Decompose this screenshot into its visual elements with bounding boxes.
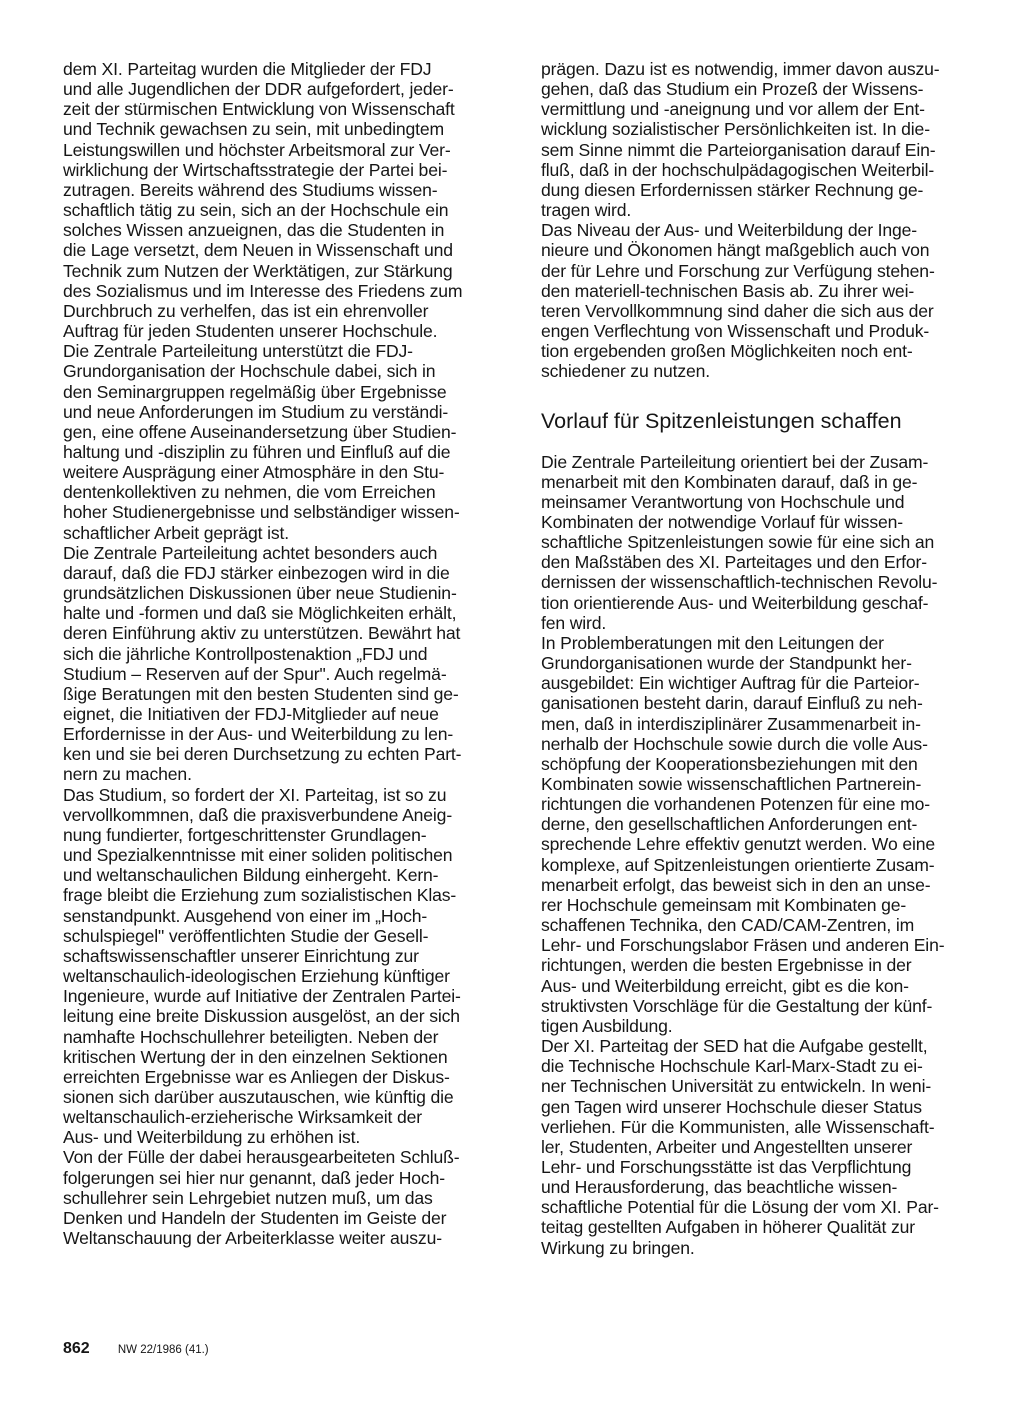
text-line: kritischen Wertung der in den einzelnen Sektionen <box>63 1046 448 1067</box>
text-line: engen Verflechtung von Wissenschaft und Produk- <box>541 321 930 342</box>
text-line: Das Niveau der Aus- und Weiterbildung der Inge- <box>541 220 917 241</box>
text-line: namhafte Hochschullehrer beteiligten. Neben der <box>63 1026 439 1047</box>
text-line: sem Sinne nimmt die Parteiorganisation darauf Ein- <box>541 139 936 160</box>
text-line: wirklichung der Wirtschaftsstrategie der Partei bei- <box>63 159 448 180</box>
text-line: leitung eine breite Diskussion ausgelöst, an der sich <box>63 1006 460 1027</box>
text-line: Aus- und Weiterbildung erreicht, gibt es die kon- <box>541 975 909 996</box>
text-line: Lehr- und Forschungslabor Fräsen und anderen Ein- <box>541 935 945 956</box>
text-line: frage bleibt die Erziehung zum sozialistischen Klas- <box>63 885 457 906</box>
text-line: Technik zum Nutzen der Werktätigen, zur Stärkung <box>63 260 453 281</box>
text-line: ler, Studenten, Arbeiter und Angestellten unserer <box>541 1136 913 1157</box>
text-line: Die Zentrale Parteileitung unterstützt die FDJ- <box>63 341 413 362</box>
text-line: gehen, daß das Studium ein Prozeß der Wissens- <box>541 79 924 100</box>
text-line: Das Studium, so fordert der XI. Parteitag, ist so zu <box>63 784 447 805</box>
text-line: und Technik gewachsen zu sein, mit unbedingtem <box>63 119 445 140</box>
text-line: Erfordernisse in der Aus- und Weiterbildung zu len- <box>63 724 454 745</box>
text-line: menarbeit erfolgt, das beweist sich in den an unse- <box>541 874 931 895</box>
text-line: nieure und Ökonomen hängt maßgeblich auch von <box>541 240 930 261</box>
text-line: erreichten Ergebnisse war es Anliegen der Diskus- <box>63 1066 450 1087</box>
text-line: sprechende Lehre effektiv genutzt werden. Wo eine <box>541 834 935 855</box>
text-line: schullehrer sein Lehrgebiet nutzen muß, um das <box>63 1187 433 1208</box>
text-line: schaftliche Potential für die Lösung der vom XI. Par- <box>541 1197 939 1218</box>
text-line: Der XI. Parteitag der SED hat die Aufgabe gestellt, <box>541 1036 928 1057</box>
text-line: schaffenen Technika, den CAD/CAM-Zentren, im <box>541 915 915 936</box>
text-line: Von der Fülle der dabei herausgearbeiteten Schluß- <box>63 1147 460 1168</box>
text-line: darauf, daß die FDJ stärker einbezogen wird in die <box>63 562 450 583</box>
text-line: folgerungen sei hier nur genannt, daß jeder Hoch- <box>63 1167 445 1188</box>
text-line: dentenkollektiven zu nehmen, die vom Erreichen <box>63 482 436 503</box>
text-line: Grundorganisation der Hochschule dabei, sich in <box>63 361 436 382</box>
text-line: tigen Ausbildung. <box>541 1015 673 1036</box>
text-line: dernissen der wissenschaftlich-technischen Revolu- <box>541 572 938 593</box>
text-line: Weltanschauung der Arbeiterklasse weiter auszu- <box>63 1228 442 1249</box>
text-line: und Spezialkenntnisse mit einer soliden politischen <box>63 845 453 866</box>
text-line: der für Lehre und Forschung zur Verfügung stehen- <box>541 260 935 281</box>
text-line: teitag gestellten Aufgaben in höherer Qualität zur <box>541 1217 915 1238</box>
text-line: und alle Jugendlichen der DDR aufgefordert, jeder- <box>63 79 454 100</box>
right-column-top <box>541 59 987 382</box>
text-line: Ingenieure, wurde auf Initiative der Zentralen Partei- <box>63 986 461 1007</box>
text-line: haltung und -disziplin zu führen und Einfluß auf die <box>63 441 451 462</box>
text-line: eignet, die Initiativen der FDJ-Mitglieder auf neue <box>63 704 439 724</box>
text-line: weltanschaulich-ideologischen Erziehung künftiger <box>63 966 450 987</box>
text-line: Leistungswillen und höchster Arbeitsmoral zur Ver- <box>63 139 451 160</box>
text-line: und Herausforderung, das beachtliche wissen- <box>541 1177 898 1198</box>
text-line: schöpfung der Kooperationsbeziehungen mit den <box>541 753 918 774</box>
text-line: menarbeit mit den Kombinaten darauf, daß in ge- <box>541 471 918 492</box>
section-heading: Vorlauf für Spitzenleistungen schaffen <box>541 408 902 433</box>
text-line: die Lage versetzt, dem Neuen in Wissenschaft und <box>63 240 453 261</box>
text-line: teren Vervollkommnung sind daher die sich aus der <box>541 300 934 321</box>
text-line: ßige Beratungen mit den besten Studenten sind ge- <box>63 683 459 704</box>
text-line: gen Tagen wird unserer Hochschule dieser Status <box>541 1096 922 1117</box>
text-line: Lehr- und Forschungsstätte ist das Verpflichtung <box>541 1156 912 1177</box>
text-line: dung diesen Erfordernissen stärker Rechnung ge- <box>541 179 924 200</box>
text-line: vervollkommnen, daß die praxisverbundene Aneig- <box>63 804 453 825</box>
text-line: men, daß in interdisziplinärer Zusammenarbeit in- <box>541 713 921 734</box>
text-line: senstandpunkt. Ausgehend von einer im „Hoch- <box>63 905 428 926</box>
text-line: weltanschaulich-erzieherische Wirksamkeit der <box>63 1107 422 1128</box>
right-column-bottom <box>541 452 987 1258</box>
text-line: derne, den gesellschaftlichen Anforderungen ent- <box>541 814 918 835</box>
text-line: schaftlicher Arbeit geprägt ist. <box>63 522 289 543</box>
text-line: prägen. Dazu ist es notwendig, immer davon auszu- <box>541 59 940 79</box>
text-line: hoher Studienergebnisse und selbständiger wissen- <box>63 502 460 523</box>
text-line: richtungen, werden die besten Ergebnisse in der <box>541 955 912 976</box>
text-line: meinsamer Verantwortung von Hochschule und <box>541 491 905 512</box>
text-line: ken und sie bei deren Durchsetzung zu echten Part- <box>63 744 462 765</box>
text-line: deren Einführung aktiv zu unterstützen. Bewährt hat <box>63 623 461 644</box>
text-line: tragen wird. <box>541 200 632 221</box>
text-line: fluß, daß in der hochschulpädagogischen Weiterbil- <box>541 159 935 180</box>
text-line: sich die jährliche Kontrollpostenaktion „FDJ und <box>63 643 428 664</box>
text-line: wicklung sozialistischer Persönlichkeiten ist. In die- <box>541 119 930 140</box>
text-line: den Seminargruppen regelmäßig über Ergebnisse <box>63 381 447 402</box>
text-line: gen, eine offene Auseinandersetzung über Studien- <box>63 421 457 442</box>
text-line: dem XI. Parteitag wurden die Mitglieder der FDJ <box>63 59 432 79</box>
text-line: nerhalb der Hochschule sowie durch die volle Aus- <box>541 733 928 754</box>
text-line: Kombinaten der notwendige Vorlauf für wissen- <box>541 511 903 532</box>
text-line: und neue Anforderungen im Studium zu verständi- <box>63 401 449 422</box>
text-line: weitere Ausprägung einer Atmosphäre in den Stu- <box>63 462 445 483</box>
text-line: Die Zentrale Parteileitung orientiert bei der Zusam- <box>541 451 929 472</box>
text-line: Studium – Reserven auf der Spur". Auch regelmä- <box>63 663 447 684</box>
text-line: sionen sich darüber auszutauschen, wie künftig die <box>63 1086 454 1107</box>
text-line: ner Technischen Universität zu entwickeln. In weni- <box>541 1076 932 1097</box>
text-line: vermittlung und -aneignung und vor allem der Ent- <box>541 99 925 120</box>
text-line: verliehen. Für die Kommunisten, alle Wissenschaft- <box>541 1116 935 1137</box>
text-line: schaftliche Spitzenleistungen sowie für eine sich an <box>541 532 935 553</box>
text-line: tion ergebenden großen Möglichkeiten noch ent- <box>541 341 913 362</box>
text-line: struktivsten Vorschläge für die Gestaltung der künf- <box>541 995 933 1016</box>
text-line: tion orientierende Aus- und Weiterbildung geschaf- <box>541 592 929 613</box>
text-line: In Problemberatungen mit den Leitungen der <box>541 632 884 653</box>
text-line: richtungen die vorhandenen Potenzen für eine mo- <box>541 794 930 815</box>
text-line: nung fundierter, fortgeschrittenster Grundlagen- <box>63 824 427 845</box>
text-line: fen wird. <box>541 612 607 633</box>
text-line: zutragen. Bereits während des Studiums wissen- <box>63 179 438 200</box>
text-line: des Sozialismus und im Interesse des Friedens zum <box>63 280 463 301</box>
text-line: ganisationen besteht darin, darauf Einfluß zu neh- <box>541 693 923 714</box>
text-line: ausgebildet: Ein wichtiger Auftrag für die Parteior- <box>541 673 920 694</box>
text-line: schiedener zu nutzen. <box>541 361 710 382</box>
issue-reference: NW 22/1986 (41.) <box>117 1344 209 1356</box>
right-column <box>541 59 987 1258</box>
text-line: den Maßstäben des XI. Parteitages und den Erfor- <box>541 552 927 573</box>
text-line: Denken und Handeln der Studenten im Geiste der <box>63 1207 447 1228</box>
text-line: solches Wissen anzueignen, das die Studenten in <box>63 220 445 241</box>
text-line: grundsätzlichen Diskussionen über neue Studienin- <box>63 583 457 604</box>
left-column <box>63 59 515 1248</box>
text-line: Aus- und Weiterbildung zu erhöhen ist. <box>63 1127 361 1148</box>
text-line: Auftrag für jeden Studenten unserer Hochschule. <box>63 321 438 342</box>
text-line: halte und -formen und daß sie Möglichkeiten erhält, <box>63 603 457 624</box>
text-line: nern zu machen. <box>63 764 192 785</box>
text-line: Die Zentrale Parteileitung achtet besonders auch <box>63 542 438 563</box>
text-line: Grundorganisationen wurde der Standpunkt her- <box>541 653 912 674</box>
page-footer <box>63 1340 209 1358</box>
text-line: schaftswissenschaftler unserer Einrichtung zur <box>63 945 419 966</box>
text-line: Durchbruch zu verhelfen, das ist ein ehrenvoller <box>63 300 429 321</box>
text-line: Kombinaten sowie wissenschaftlichen Partnerein- <box>541 774 922 794</box>
text-line: schulspiegel" veröffentlichten Studie der Gesell- <box>63 925 429 946</box>
text-line: rer Hochschule gemeinsam mit Kombinaten ge- <box>541 894 907 915</box>
text-line: den materiell-technischen Basis ab. Zu ihrer wei- <box>541 280 915 301</box>
text-line: und weltanschaulichen Bildung einhergeht. Kern- <box>63 865 439 886</box>
text-line: schaftlich tätig zu sein, sich an der Hochschule ein <box>63 200 449 221</box>
page-number: 862 <box>63 1340 90 1357</box>
text-line: die Technische Hochschule Karl-Marx-Stadt zu ei- <box>541 1056 923 1077</box>
text-line: zeit der stürmischen Entwicklung von Wissenschaft <box>63 99 455 120</box>
text-line: Wirkung zu bringen. <box>541 1237 695 1258</box>
text-line: komplexe, auf Spitzenleistungen orientierte Zusam- <box>541 854 935 875</box>
